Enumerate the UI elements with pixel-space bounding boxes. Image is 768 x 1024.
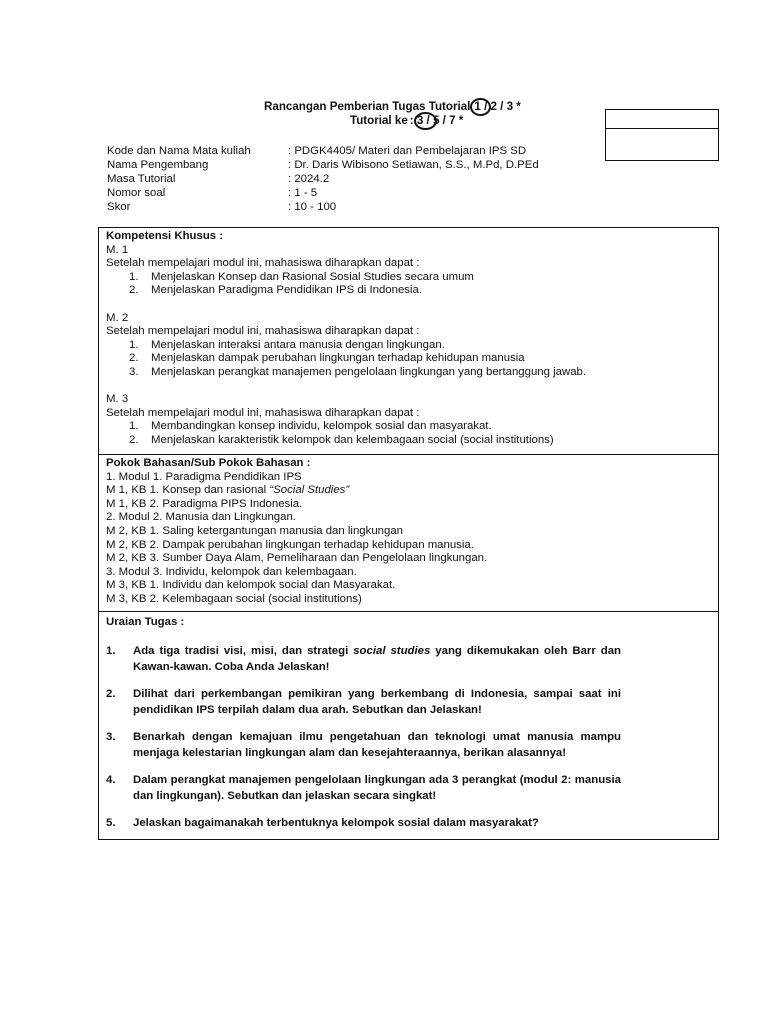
task-3: 3. Benarkah dengan kemajuan ilmu pengetahuan dan teknologi umat manusia mampu menjaga kelestarian lingkungan alam dan kesejahteraannya, berikan alasannya! <box>106 730 621 759</box>
list-item: 2. Menjelaskan Paradigma Pendidikan IPS di Indonesia. <box>129 284 423 297</box>
list-item: 1. Membandingkan konsep individu, kelompok sosial dan masyarakat. <box>129 420 492 433</box>
task-4: 4. Dalam perangkat manajemen pengelolaan lingkungan ada 3 perangkat (modul 2: manusia dan lingkungan). Sebutkan dan jelaskan secara singkat! <box>106 773 621 802</box>
section-heading: Pokok Bahasan/Sub Pokok Bahasan : <box>106 457 311 469</box>
section-heading: Uraian Tugas : <box>106 616 185 628</box>
document-title <box>264 100 521 113</box>
list-item: 1. Menjelaskan Konsep dan Rasional Sosial Studies secara umum <box>129 270 474 283</box>
tutorial-options: / 5 / 7 * <box>426 114 464 127</box>
section-pokok-bahasan <box>99 454 718 611</box>
module-intro: Setelah mempelajari modul ini, mahasiswa diharapkan dapat : <box>106 406 420 419</box>
module-intro: Setelah mempelajari modul ini, mahasiswa diharapkan dapat : <box>106 325 420 338</box>
list-item: 2. Menjelaskan dampak perubahan lingkungan terhadap kehidupan manusia <box>129 352 525 365</box>
module-label: M. 1 <box>106 243 129 256</box>
section-kompetensi <box>99 228 718 454</box>
m3-kb2: M 3, KB 2. Kelembagaan social (social institutions) <box>106 592 362 605</box>
title-options: / 2 / 3 * <box>484 100 521 113</box>
module-intro: Setelah mempelajari modul ini, mahasiswa diharapkan dapat : <box>106 257 420 270</box>
list-item: 3. Menjelaskan perangkat manajemen pengelolaan lingkungan yang bertanggung jawab. <box>129 365 587 378</box>
score-box-top <box>605 109 719 129</box>
circled-option-3: : 3 <box>410 114 424 127</box>
m1-kb1: M 1, KB 1. Konsep dan rasional “Social Studies” <box>106 484 350 497</box>
list-item: 2. Menjelaskan karakteristik kelompok dan kelembagaan social (social institutions) <box>129 433 554 446</box>
title-text: Rancangan Pemberian Tugas Tutorial <box>264 100 471 113</box>
score-box-bottom <box>605 128 719 161</box>
circled-option-1: 1 <box>474 100 480 113</box>
m2-kb1: M 2, KB 1. Saling ketergantungan manusia dan lingkungan <box>106 524 403 537</box>
m2-kb3: M 2, KB 3. Sumber Daya Alam, Pemeliharaan dan Pengelolaan lingkungan. <box>106 552 488 565</box>
m1-kb2: M 1, KB 2. Paradigma PIPS Indonesia. <box>106 497 303 510</box>
tutorial-label: Tutorial ke <box>350 114 408 127</box>
section-uraian-tugas <box>99 611 718 839</box>
list-item: 1. Menjelaskan interaksi antara manusia dengan lingkungan. <box>129 338 445 351</box>
module-3-title: 3. Modul 3. Individu, kelompok dan kelembagaan. <box>106 565 357 578</box>
m3-kb1: M 3, KB 1. Individu dan kelompok social dan Masyarakat. <box>106 579 396 592</box>
task-5: 5. Jelaskan bagaimanakah terbentuknya kelompok sosial dalam masyarakat? <box>106 816 539 829</box>
section-heading: Kompetensi Khusus : <box>106 230 224 242</box>
circle-mark <box>470 98 491 116</box>
tutorial-line <box>350 114 463 127</box>
task-2: 2. Dilihat dari perkembangan pemikiran yang berkembang di Indonesia, sampai saat ini pendidikan IPS terpilah dalam dua arah. Sebutkan dan Jelaskan! <box>106 687 621 716</box>
task-1: 1. Ada tiga tradisi visi, misi, dan strategi social studies yang dikemukakan oleh Barr dan Kawan-kawan. Coba Anda Jelaskan! <box>106 644 621 673</box>
module-1-title: 1. Modul 1. Paradigma Pendidikan IPS <box>106 470 302 483</box>
module-2-title: 2. Modul 2. Manusia dan Lingkungan. <box>106 511 296 524</box>
module-label: M. 2 <box>106 311 129 324</box>
module-label: M. 3 <box>106 393 129 406</box>
content-table <box>98 227 719 840</box>
circle-mark <box>414 112 437 130</box>
m2-kb2: M 2, KB 2. Dampak perubahan lingkungan terhadap kehidupan manusia. <box>106 538 474 551</box>
